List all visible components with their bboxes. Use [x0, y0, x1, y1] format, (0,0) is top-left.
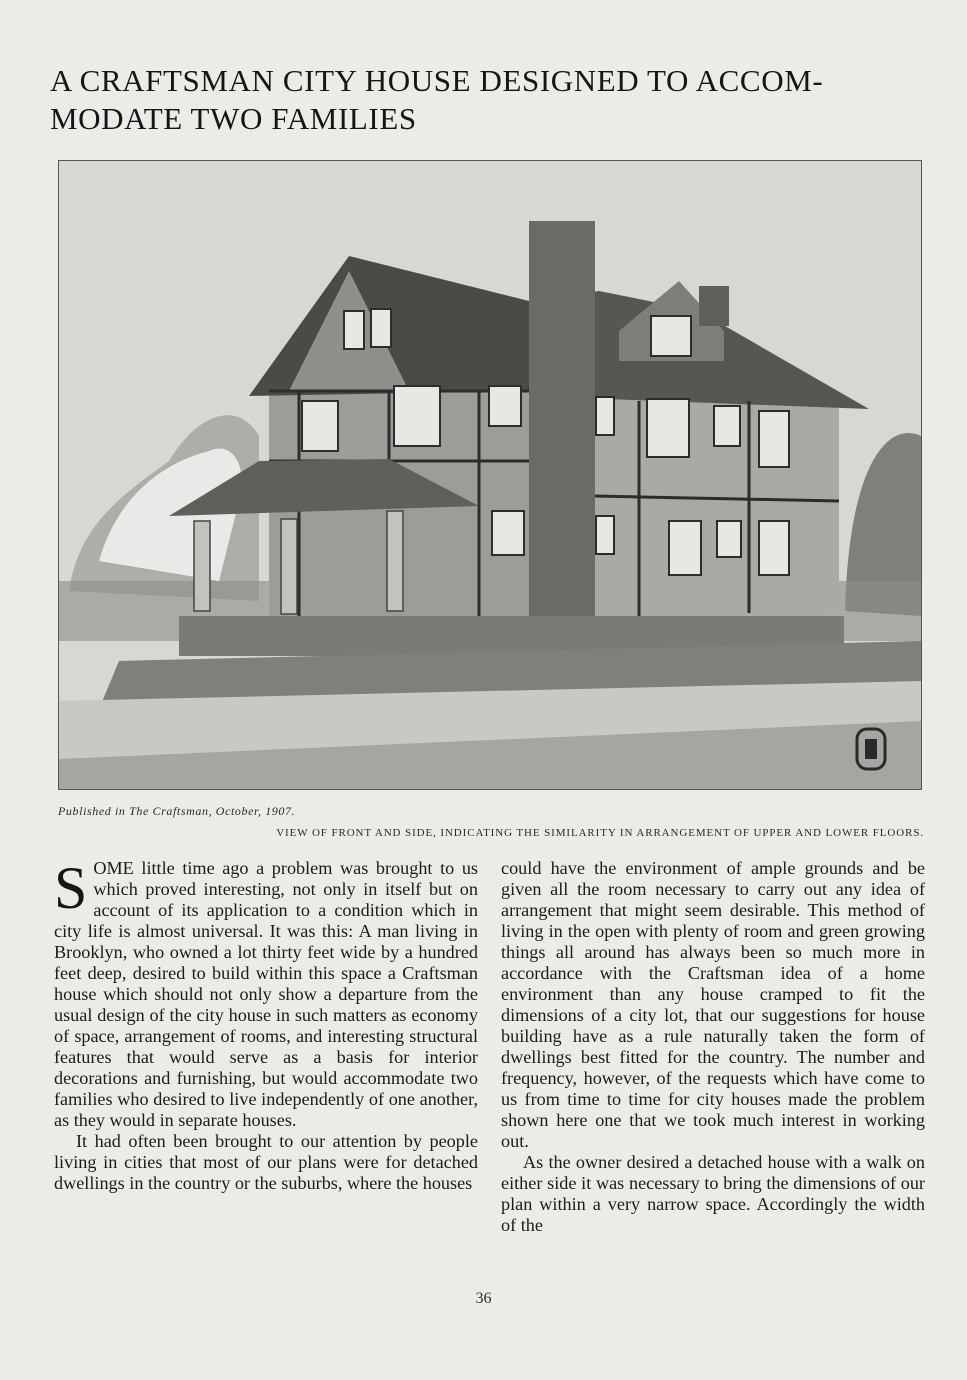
- house-drawing: [59, 161, 921, 789]
- drop-cap: S: [54, 855, 88, 921]
- paragraph-2: It had often been brought to our attention by people living in cities that most of our plans were for detached dwellings in the country or the suburbs, where the houses: [54, 1131, 478, 1193]
- figure-caption: VIEW OF FRONT AND SIDE, INDICATING THE SIMILARITY IN ARRANGEMENT OF UPPER AND LOWER FLOORS.: [276, 827, 924, 839]
- house-illustration: [58, 160, 922, 790]
- page-number: 36: [475, 1290, 492, 1307]
- article-title: A CRAFTSMAN CITY HOUSE DESIGNED TO ACCOMMODATE TWO FAMILIES: [50, 63, 823, 136]
- paragraph-4: As the owner desired a detached house with a walk on either side it was necessary to bring the dimensions of our plan within a very narrow space. Accordingly the width of the: [501, 1152, 925, 1235]
- figure-credit: Published in The Craftsman, October, 1907.: [58, 804, 296, 818]
- paragraph-3: could have the environment of ample grounds and be given all the room necessary to carry out any idea of arrangement that might seem desirable. This method of living in the open with plenty of room and green growing things all around has always been so much more in accordance with the Craftsman idea of a home environment than any house cramped to fit the dimensions of a city lot, that our suggestions for house building have as a rule naturally taken the form of dwellings best fitted for the country. The number and frequency, however, of the requests which have come to us from time to time for city houses made the problem shown here one that we took much interest in working out.: [501, 858, 925, 1151]
- text-column-left: [54, 855, 478, 1194]
- paragraph-1: OME little time ago a problem was brought to us which proved interesting, not only in itself but on account of its application to a condition which in city life is almost universal. It was this: A man living in Brooklyn, who owned a lot thirty feet wide by a hundred feet deep, desired to build within this space a Craftsman house which should not only show a departure from the usual design of the city house in such matters as economy of space, arrangement of rooms, and interesting structural features that would serve as a basis for interior decorations and furnishing, but would accommodate two families who desired to live independently of one another, as they would in separate houses.: [54, 858, 478, 1130]
- text-column-right: [501, 858, 925, 1236]
- brick-chimney: [529, 221, 595, 626]
